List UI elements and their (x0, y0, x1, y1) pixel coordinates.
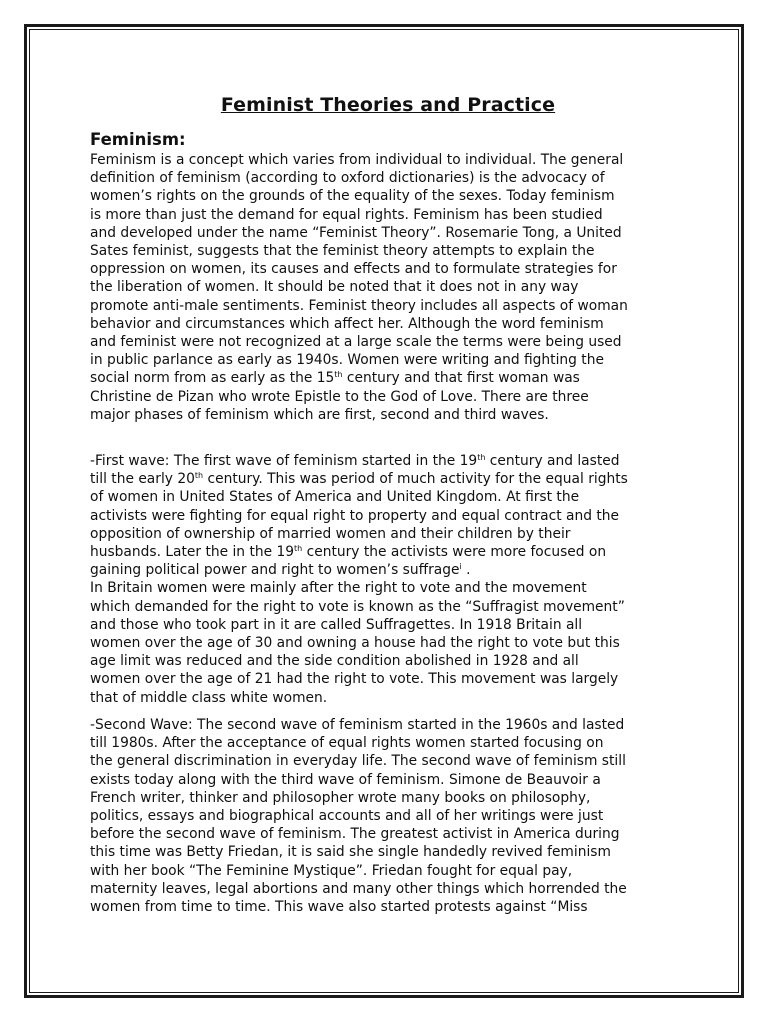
text-line (90, 488, 686, 506)
text-line (90, 579, 686, 597)
text-line (90, 224, 686, 242)
text-run: and feminist were not recognized at a large scale the terms were being used (90, 334, 622, 351)
text-run: behavior and circumstances which affect her. Although the word feminism (90, 315, 604, 332)
text-line (90, 206, 686, 224)
superscript: th (294, 544, 303, 554)
text-run: French writer, thinker and philosopher wrote many books on philosophy, (90, 789, 591, 806)
text-run: century and that first woman was (342, 370, 580, 387)
text-run: of women in United States of America and United Kingdom. At first the (90, 489, 580, 506)
text-line (90, 260, 686, 278)
text-run: exists today along with the third wave of feminism. Simone de Beauvoir a (90, 771, 601, 788)
text-run: major phases of feminism which are first, second and third waves. (90, 406, 549, 423)
text-run: Christine de Pizan who wrote Epistle to the God of Love. There are three (90, 388, 589, 405)
text-line (90, 369, 686, 387)
text-line (90, 169, 686, 187)
text-run: politics, essays and biographical accounts and all of her writings were just (90, 807, 604, 824)
text-line (90, 771, 686, 789)
text-line (90, 598, 686, 616)
text-line (90, 351, 686, 369)
text-run: Sates feminist, suggests that the feminist theory attempts to explain the (90, 243, 595, 260)
text-run: and those who took part in it are called Suffragettes. In 1918 Britain all (90, 616, 583, 633)
text-line (90, 297, 686, 315)
text-run: age limit was reduced and the side condition abolished in 1928 and all (90, 653, 579, 670)
text-line (90, 898, 686, 916)
text-line (90, 333, 686, 351)
text-run: opposition of ownership of married women and their children by their (90, 525, 571, 542)
text-line (90, 652, 686, 670)
text-line (90, 752, 686, 770)
text-line (90, 561, 686, 579)
text-line (90, 388, 686, 406)
text-run: women over the age of 30 and owning a house had the right to vote but this (90, 635, 620, 652)
text-run: till 1980s. After the acceptance of equal rights women started focusing on (90, 735, 604, 752)
text-line (90, 880, 686, 898)
text-run: Feminism is a concept which varies from individual to individual. The general (90, 152, 624, 168)
text-line (90, 862, 686, 880)
text-run: -First wave: The first wave of feminism started in the 19 (90, 453, 478, 470)
text-run: promote anti-male sentiments. Feminist theory includes all aspects of woman (90, 297, 628, 314)
text-line (90, 670, 686, 688)
text-line (90, 315, 686, 333)
text-line (90, 825, 686, 843)
text-line (90, 278, 686, 296)
text-run: and developed under the name “Feminist Theory”. Rosemarie Tong, a United (90, 224, 622, 241)
text-line (90, 242, 686, 260)
text-run: century. This was period of much activity for the equal rights (203, 471, 628, 488)
text-line (90, 452, 686, 470)
superscript: th (194, 471, 204, 481)
paragraph-gap (90, 707, 686, 716)
text-run: till the early 20 (90, 471, 195, 488)
superscript: th (477, 453, 486, 463)
text-line (90, 151, 686, 169)
text-run: . (461, 562, 471, 579)
text-run: before the second wave of feminism. The greatest activist in America during (90, 826, 620, 843)
text-run: which demanded for the right to vote is known as the “Suffragist movement” (90, 598, 625, 615)
text-line (90, 689, 686, 707)
text-run: this time was Betty Friedan, it is said she single handedly revived feminism (90, 844, 611, 861)
text-run: in public parlance as early as 1940s. Women were writing and fighting the (90, 352, 604, 369)
text-line (90, 507, 686, 525)
text-line (90, 187, 686, 205)
text-line (90, 634, 686, 652)
text-line (90, 789, 686, 807)
text-run: with her book “The Feminine Mystique”. Friedan fought for equal pay, (90, 862, 573, 879)
text-line (90, 525, 686, 543)
text-line (90, 470, 686, 488)
text-run: the liberation of women. It should be noted that it does not in any way (90, 279, 579, 296)
text-line (90, 616, 686, 634)
text-line (90, 843, 686, 861)
text-run: century and lasted (485, 453, 620, 470)
text-run: that of middle class white women. (90, 689, 328, 706)
paragraph-gap (90, 424, 686, 452)
text-run: century the activists were more focused on (302, 544, 607, 561)
text-run: maternity leaves, legal abortions and many other things which horrended the (90, 880, 627, 897)
second-wave-paragraph (90, 716, 686, 916)
text-run: husbands. Later the in the 19 (90, 544, 295, 561)
document-title: Feminist Theories and Practice (220, 94, 556, 116)
superscript: i (459, 562, 462, 572)
text-line (90, 807, 686, 825)
text-run: women from time to time. This wave also started protests against “Miss (90, 898, 588, 915)
text-run: oppression on women, its causes and effects and to formulate strategies for (90, 261, 617, 278)
section-heading-feminism: Feminism: (90, 130, 186, 149)
text-run: women over the age of 21 had the right to vote. This movement was largely (90, 671, 619, 688)
text-run: social norm from as early as the 15 (90, 370, 335, 387)
text-line (90, 406, 686, 424)
text-run: -Second Wave: The second wave of feminism started in the 1960s and lasted (90, 716, 625, 733)
document-body (90, 92, 686, 916)
text-run: activists were fighting for equal right to property and equal contract and the (90, 507, 619, 524)
text-run: is more than just the demand for equal rights. Feminism has been studied (90, 206, 603, 223)
text-line (90, 734, 686, 752)
text-run: definition of feminism (according to oxford dictionaries) is the advocacy of (90, 170, 605, 187)
text-line (90, 716, 686, 734)
superscript: th (334, 370, 343, 380)
intro-paragraph (90, 151, 686, 424)
text-run: In Britain women were mainly after the right to vote and the movement (90, 580, 587, 597)
text-line (90, 543, 686, 561)
text-run: the general discrimination in everyday life. The second wave of feminism still (90, 753, 626, 770)
text-run: women’s rights on the grounds of the equality of the sexes. Today feminism (90, 188, 615, 205)
first-wave-paragraph (90, 452, 686, 707)
text-run: gaining political power and right to women’s suffrage (90, 562, 460, 579)
